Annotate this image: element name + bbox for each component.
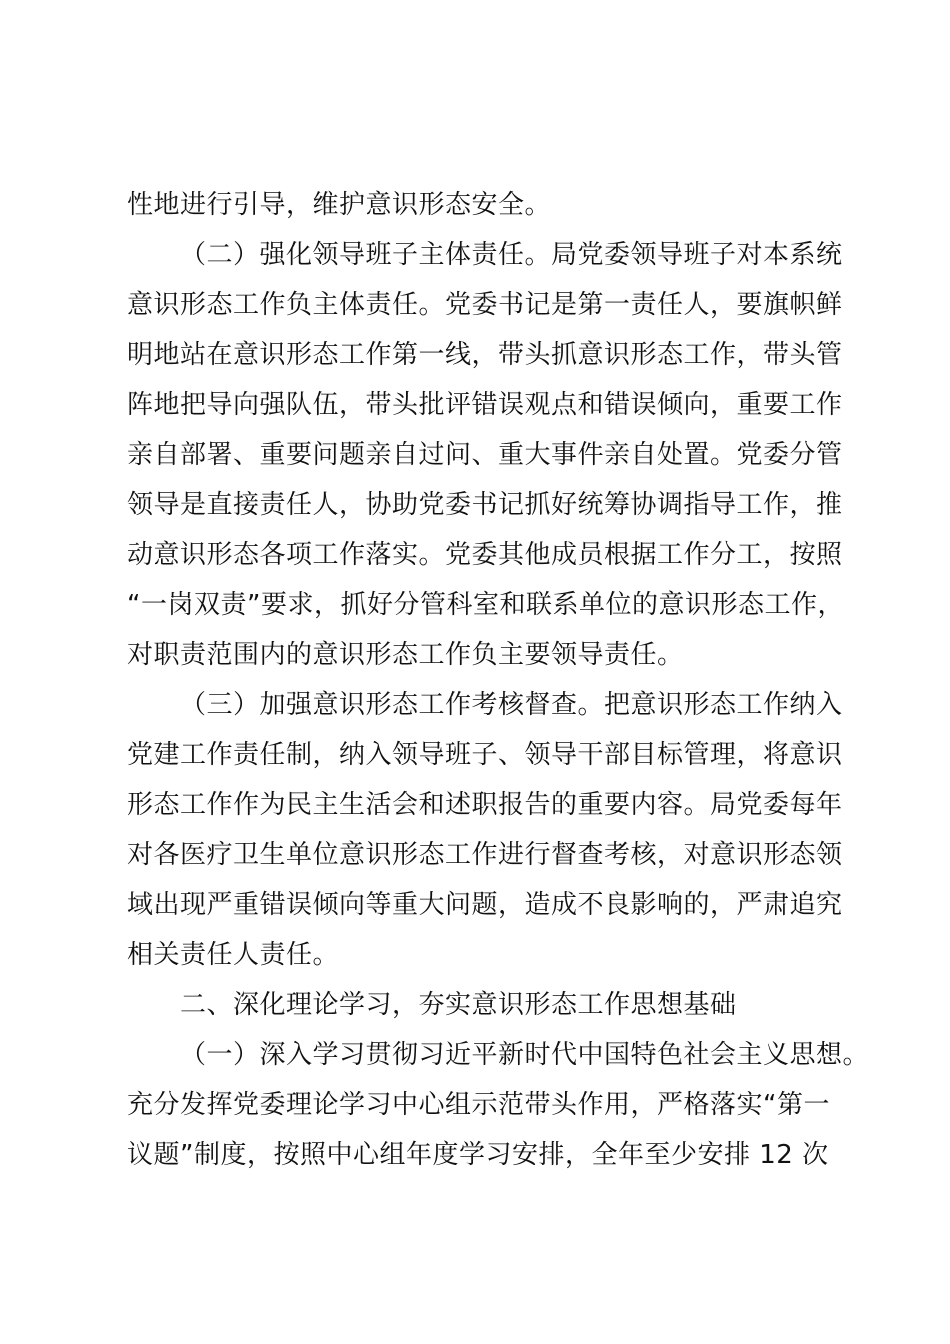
text-line: 充分发挥党委理论学习中心组示范带头作用，严格落实“第一 [127, 1090, 830, 1120]
text-line: 性地进行引导，维护意识形态安全。 [127, 190, 552, 220]
text-line: （二）强化领导班子主体责任。局党委领导班子对本系统 [180, 240, 843, 270]
text-line: 动意识形态各项工作落实。党委其他成员根据工作分工，按照 [127, 540, 843, 570]
text-line: 意识形态工作负主体责任。党委书记是第一责任人，要旗帜鲜 [127, 290, 843, 320]
text-line: （三）加强意识形态工作考核督查。把意识形态工作纳入 [180, 690, 843, 720]
text-line: 党建工作责任制，纳入领导班子、领导干部目标管理，将意识 [127, 740, 843, 770]
text-line: 明地站在意识形态工作第一线，带头抓意识形态工作，带头管 [127, 340, 843, 370]
text-line: 相关责任人责任。 [127, 940, 340, 970]
text-line: 领导是直接责任人，协助党委书记抓好统筹协调指导工作，推 [127, 490, 843, 520]
text-line: 形态工作作为民主生活会和述职报告的重要内容。局党委每年 [127, 790, 843, 820]
section-heading: 二、深化理论学习，夯实意识形态工作思想基础 [180, 990, 737, 1020]
text-line: 阵地把导向强队伍，带头批评错误观点和错误倾向，重要工作 [127, 390, 843, 420]
text-line: 亲自部署、重要问题亲自过问、重大事件亲自处置。党委分管 [127, 440, 843, 470]
text-line: （一）深入学习贯彻习近平新时代中国特色社会主义思想。 [180, 1040, 870, 1070]
text-line: 议题”制度，按照中心组年度学习安排，全年至少安排 12 次 [127, 1140, 829, 1170]
text-line: 对职责范围内的意识形态工作负主要领导责任。 [127, 640, 684, 670]
text-line: 域出现严重错误倾向等重大问题，造成不良影响的，严肃追究 [127, 890, 843, 920]
text-line: 对各医疗卫生单位意识形态工作进行督查考核，对意识形态领 [127, 840, 843, 870]
text-line: “一岗双责”要求，抓好分管科室和联系单位的意识形态工作， [127, 590, 844, 620]
